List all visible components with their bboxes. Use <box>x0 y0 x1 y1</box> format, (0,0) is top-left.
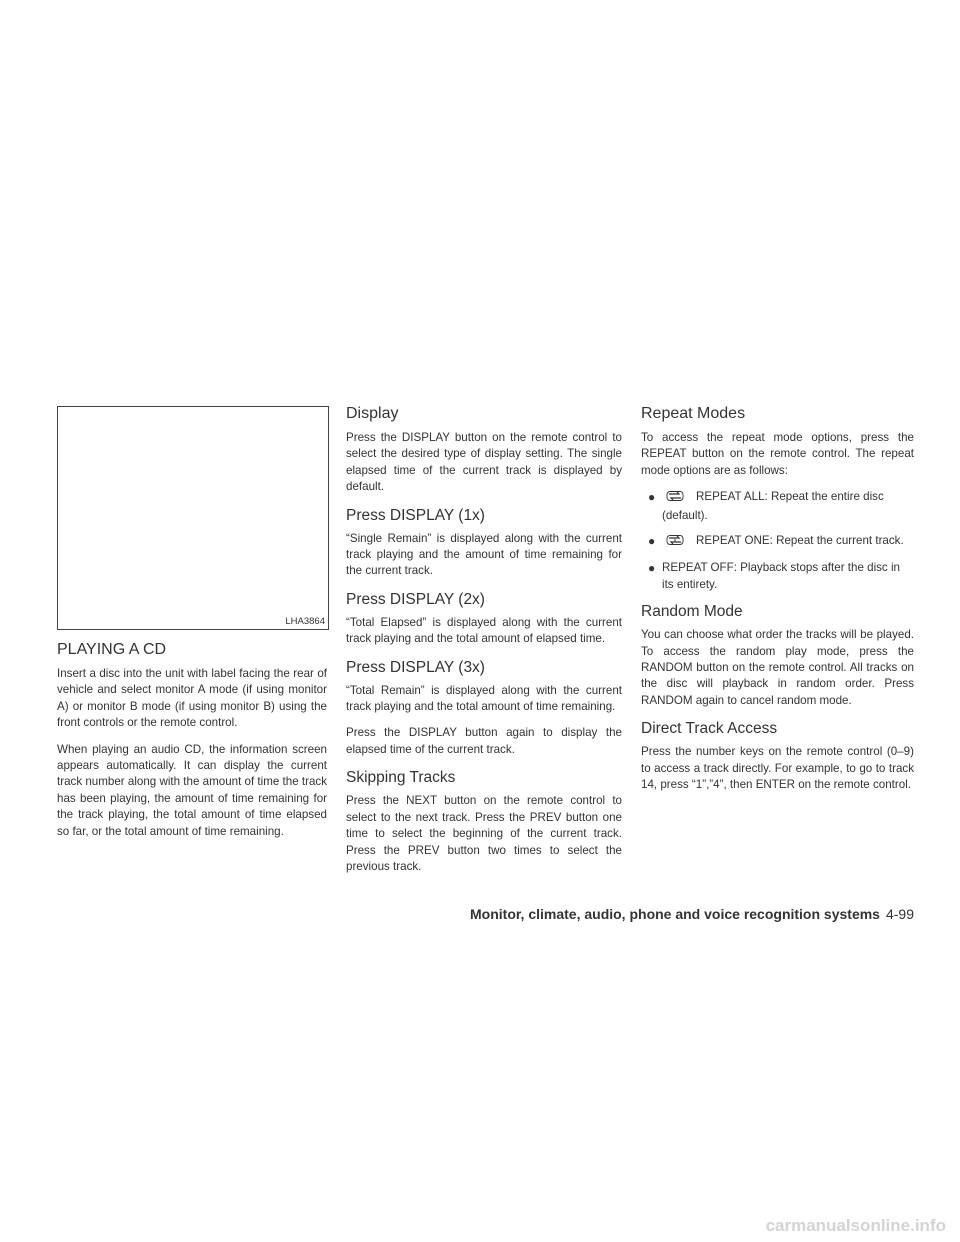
repeat-all-icon <box>666 490 684 507</box>
bullet: ● <box>648 561 656 576</box>
paragraph-display-2x: “Total Elapsed” is displayed along with the current track playing and the total amount of elapsed time. <box>346 615 622 646</box>
figure-code: LHA3864 <box>285 616 325 627</box>
list-item-repeat-off <box>641 560 914 593</box>
figure-placeholder <box>57 406 329 630</box>
paragraph-insert-disc: Insert a disc into the unit with label facing the rear of vehicle and select monitor A mode (if using monitor A) or monitor B mode (if using monitor B) using the front controls or the remote control. <box>57 667 327 730</box>
paragraph-direct-track-access: Press the number keys on the remote control (0–9) to access a track directly. For example, to go to track 14, press “1”,”4”, then ENTER on the remote control. <box>641 745 914 792</box>
heading-display-2x: Press DISPLAY (2x) <box>346 590 485 608</box>
heading-direct-track-access: Direct Track Access <box>641 720 778 738</box>
heading-display-3x: Press DISPLAY (3x) <box>346 658 485 676</box>
repeat-off-text: REPEAT OFF: Playback stops after the disc in its entirety. <box>662 561 900 591</box>
paragraph-display-1x: “Single Remain” is displayed along with the current track playing and the amount of time remaining for the current track. <box>346 531 622 578</box>
paragraph-display-again: Press the DISPLAY button again to display the elapsed time of the current track. <box>346 726 622 756</box>
paragraph-skipping-tracks: Press the NEXT button on the remote control to select to the next track. Press the PREV button one time to select the beginning of the current track. Press the PREV button two times to select the previous track. <box>346 794 622 873</box>
heading-display: Display <box>346 405 399 422</box>
repeat-all-text: REPEAT ALL: Repeat the entire disc (default). <box>662 490 884 522</box>
list-item-repeat-all <box>641 489 914 524</box>
section-heading-playing-cd: PLAYING A CD <box>57 641 167 658</box>
page-footer <box>470 905 914 923</box>
bullet: ● <box>648 490 656 505</box>
list-item-repeat-one <box>641 533 914 551</box>
column-3 <box>641 404 914 804</box>
footer-chapter-title: Monitor, climate, audio, phone and voice recognition systems <box>470 906 880 922</box>
column-1 <box>57 640 327 850</box>
paragraph-display-3x: “Total Remain” is displayed along with the current track playing and the total amount of time remaining. <box>346 683 622 714</box>
heading-repeat-modes: Repeat Modes <box>641 405 746 422</box>
heading-skipping-tracks: Skipping Tracks <box>346 769 456 787</box>
heading-random-mode: Random Mode <box>641 603 743 621</box>
repeat-one-text: REPEAT ONE: Repeat the current track. <box>696 534 904 548</box>
paragraph-information-screen: When playing an audio CD, the information screen appears automatically. It can display the current track number along with the amount of time the track has been playing, the amount of time remaining for the track playing, the total amount of time elapsed so far, or the total amount of time remaining. <box>57 742 328 838</box>
page-number: 4-99 <box>885 906 914 922</box>
paragraph-repeat-modes: To access the repeat mode options, press the REPEAT button on the remote control. The repeat mode options are as follows: <box>641 431 914 477</box>
paragraph-random-mode: You can choose what order the tracks will be played. To access the random play mode, press the RANDOM button on the remote control. All tracks on the disc will playback in random order. Press RANDOM again to cancel random mode. <box>641 628 914 707</box>
watermark: carmanualsonline.info <box>765 1216 946 1235</box>
bullet: ● <box>648 534 656 549</box>
repeat-one-icon <box>666 534 684 551</box>
heading-display-1x: Press DISPLAY (1x) <box>346 506 485 524</box>
paragraph-display: Press the DISPLAY button on the remote control to select the desired type of display setting. The single elapsed time of the current track is displayed by default. <box>346 431 622 494</box>
column-2 <box>346 404 622 885</box>
